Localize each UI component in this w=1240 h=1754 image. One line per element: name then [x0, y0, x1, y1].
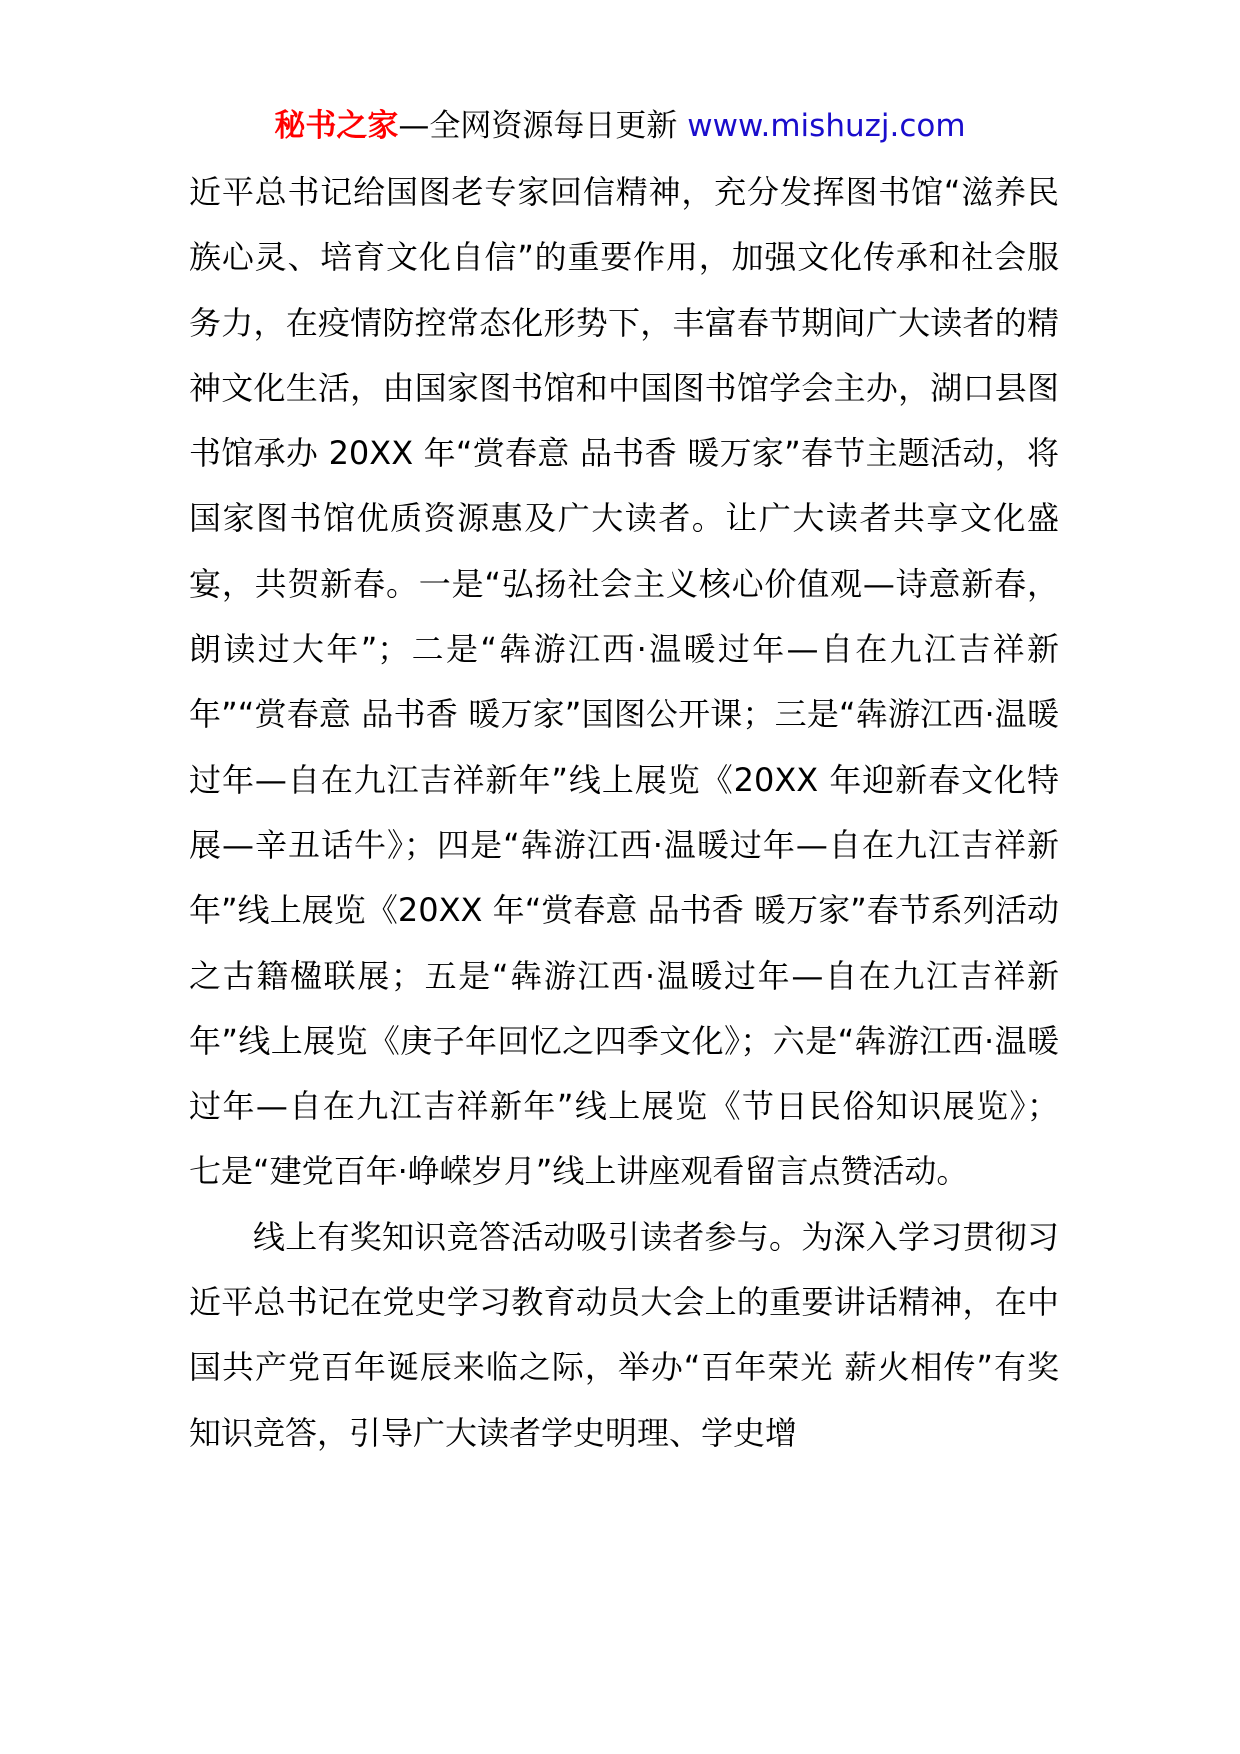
site-header [0, 104, 1240, 148]
document-body [189, 160, 1059, 1466]
site-tagline: —全网资源每日更新 [398, 108, 678, 144]
site-brand: 秘书之家 [274, 108, 399, 144]
paragraph-quiz-activity: 线上有奖知识竞答活动吸引读者参与。为深入学习贯彻习近平总书记在党史学习教育动员大会上的重要讲话精神，在中国共产党百年诞辰来临之际，举办“百年荣光 薪火相传”有奖知识竞答，引导广大读者学史明理、学史增 [189, 1217, 1059, 1452]
paragraph-continued: 近平总书记给国图老专家回信精神，充分发挥图书馆“滋养民族心灵、培育文化自信”的重要作用，加强文化传承和社会服务力，在疫情防控常态化形势下，丰富春节期间广大读者的精神文化生活，由国家图书馆和中国图书馆学会主办，湖口县图书馆承办 20XX 年“赏春意 品书香 暖万家”春节主题活动，将国家图书馆优质资源惠及广大读者。让广大读者共享文化盛宴，共贺新春。一是“弘扬社会主义核心价值观—诗意新春，朗读过大年”；二是“犇游江西·温暖过年—自在九江吉祥新年”“赏春意 品书香 暖万家”国图公开课；三是“犇游江西·温暖过年—自在九江吉祥新年”线上展览《20XX 年迎新春文化特展—辛丑话牛》；四是“犇游江西·温暖过年—自在九江吉祥新年”线上展览《20XX 年“赏春意 品书香 暖万家”春节系列活动之古籍楹联展；五是“犇游江西·温暖过年—自在九江吉祥新年”线上展览《庚子年回忆之四季文化》；六是“犇游江西·温暖过年—自在九江吉祥新年”线上展览《节日民俗知识展览》； 七是“建党百年·峥嵘岁月”线上讲座观看留言点赞活动。 [189, 173, 1059, 1191]
site-url-link[interactable]: www.mishuzj.com [687, 108, 966, 144]
